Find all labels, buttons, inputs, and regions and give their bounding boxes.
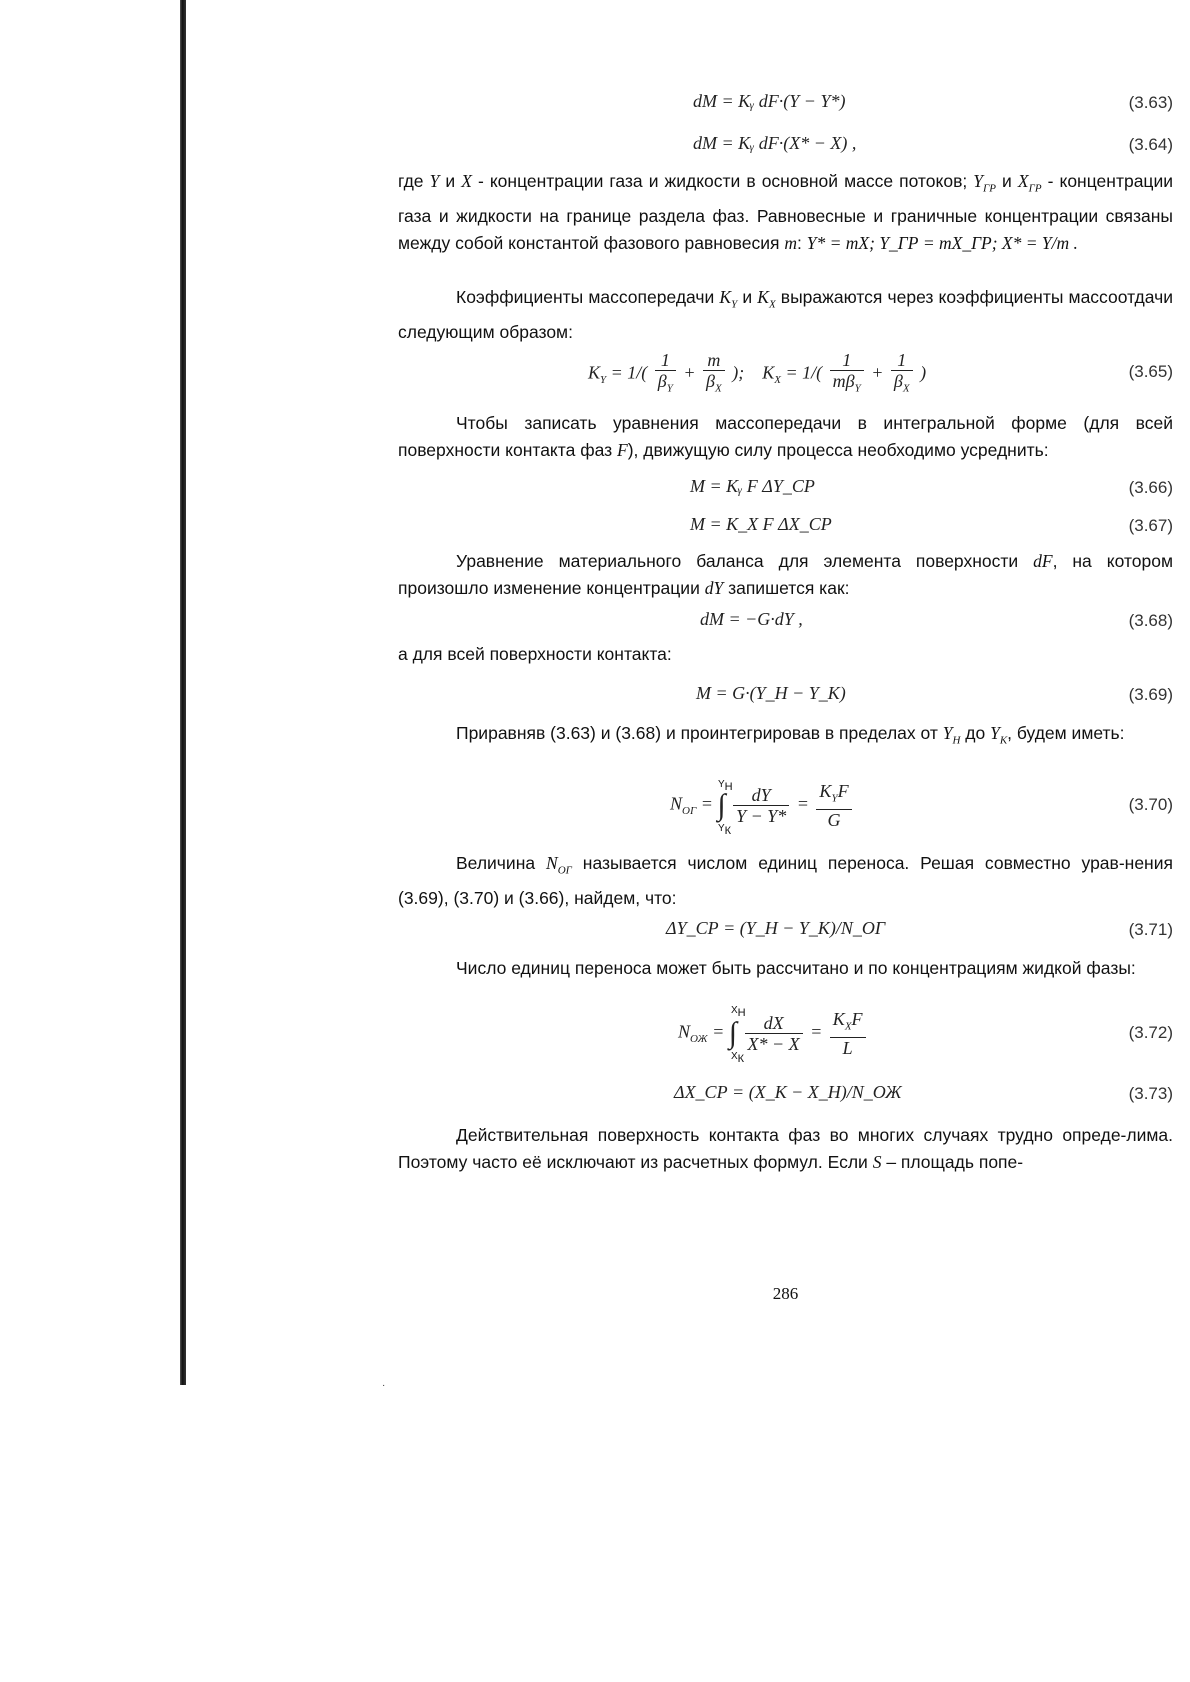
equation-number: (3.72) bbox=[1128, 1023, 1173, 1042]
equation-number: (3.71) bbox=[1128, 920, 1173, 939]
equation-text: M = K_X F ΔX_СР bbox=[690, 514, 832, 534]
equation-text: ΔX_СР = (X_К − X_Н)/N_ОЖ bbox=[674, 1082, 902, 1102]
equation-3-68 bbox=[398, 603, 1173, 643]
equation-3-71 bbox=[398, 912, 1173, 952]
equation-3-70: $N_{ОГ}$ = ∫ $\frac{dY}{Y - Y*}$ = $\frac{K_YF}{G}$ $Y_Н$ $Y_К$ (3.70) bbox=[670, 779, 1173, 837]
paragraph-integral-form: Чтобы записать уравнения массопередачи в интегральной форме (для всей поверхности контакта фаз F), движущую силу процесса необходимо усреднить: bbox=[398, 413, 1173, 460]
equation-number: (3.67) bbox=[1128, 516, 1173, 535]
equation-3-73 bbox=[398, 1076, 1173, 1116]
equation-text: M = G·(Y_Н − Y_К) bbox=[696, 683, 846, 703]
equation-3-69 bbox=[398, 677, 1173, 717]
equation-number: (3.65) bbox=[1128, 362, 1173, 381]
paragraph-integration: Приравняв (3.63) и (3.68) и проинтегрировав в пределах от $Y_Н$ до $Y_К$, будем иметь: bbox=[456, 723, 1125, 747]
paragraph-whole-surface: а для всей поверхности контакта: bbox=[398, 644, 672, 664]
equation-text: M = Kᵧ F ΔY_СР bbox=[690, 476, 815, 496]
equation-3-63 bbox=[398, 85, 1173, 125]
equation-3-64 bbox=[398, 127, 1173, 167]
equation-text: dM = Kᵧ dF·(X* − X) , bbox=[693, 133, 857, 153]
equation-nozh: $N_{ОЖ}$ = ∫ $\frac{dX}{X* - X}$ = $\frac{K_XF}{L}$ bbox=[678, 1009, 869, 1058]
paragraph-contact-surface: Действительная поверхность контакта фаз во многих случаях трудно опреде-лима. Поэтому часто её исключают из расчетных формул. Если S – площадь попе- bbox=[398, 1125, 1173, 1172]
equation-number: (3.73) bbox=[1128, 1084, 1173, 1103]
scan-speck: · bbox=[382, 1380, 386, 1391]
equation-number: (3.63) bbox=[1128, 93, 1173, 112]
equation-number: (3.66) bbox=[1128, 478, 1173, 497]
equation-nog: $N_{ОГ}$ = ∫ $\frac{dY}{Y - Y*}$ = $\frac{K_YF}{G}$ bbox=[670, 781, 855, 830]
equation-kx-ky: $K_Y = 1/$( $\frac{1}{\beta_Y}$ + $\frac{m}{\beta_X}$ ); $K_X = 1/$( $\frac{1}{m\beta_Y}$ + $\frac{1}{\beta_X}$ ) bbox=[588, 350, 927, 395]
paragraph-coefficients: Коэффициенты массопередачи $K_Y$ и $K_X$ выражаются через коэффициенты массоотдачи следующим образом: bbox=[398, 287, 1173, 342]
equation-3-72: $N_{ОЖ}$ = ∫ $\frac{dX}{X* - X}$ = $\frac{K_XF}{L}$ $X_Н$ $X_К$ (3.72) bbox=[678, 1005, 1173, 1065]
paragraph-liquid-phase: Число единиц переноса может быть рассчитано и по концентрациям жидкой фазы: bbox=[456, 958, 1136, 978]
equation-number: (3.64) bbox=[1128, 135, 1173, 154]
equation-number: (3.70) bbox=[1128, 795, 1173, 814]
equation-number: (3.69) bbox=[1128, 685, 1173, 704]
equation-3-65 bbox=[398, 350, 1173, 400]
scan-shadow-edge bbox=[180, 0, 186, 1385]
equation-text: dM = −G·dY , bbox=[700, 609, 803, 629]
paragraph-transfer-units: Величина $N_{ОГ}$ называется числом единиц переноса. Решая совместно урав-нения (3.69), (3.70) и (3.66), найдем, что: bbox=[398, 853, 1173, 908]
equation-text: ΔY_СР = (Y_Н − Y_К)/N_ОГ bbox=[666, 918, 886, 938]
equation-text: dM = Kᵧ dF·(Y − Y*) bbox=[693, 91, 846, 111]
page-number: 286 bbox=[772, 1284, 799, 1303]
paragraph-material-balance: Уравнение материального баланса для элемента поверхности dF, на котором произошло изменение концентрации dY запишется как: bbox=[398, 551, 1173, 598]
equation-3-67 bbox=[398, 508, 1173, 548]
equation-number: (3.68) bbox=[1128, 611, 1173, 630]
equation-3-66 bbox=[398, 470, 1173, 510]
paragraph-concentrations: где Y и X - концентрации газа и жидкости в основной массе потоков; $Y_{ГР}$ и $X_{ГР}$ - концентрации газа и жидкости на границе раздела фаз. Равновесные и граничные концентрации связаны между собой константой фазового равновесия m: Y* = mX; Y_ГР = mX_ГР; X* = Y/m . bbox=[398, 171, 1173, 253]
